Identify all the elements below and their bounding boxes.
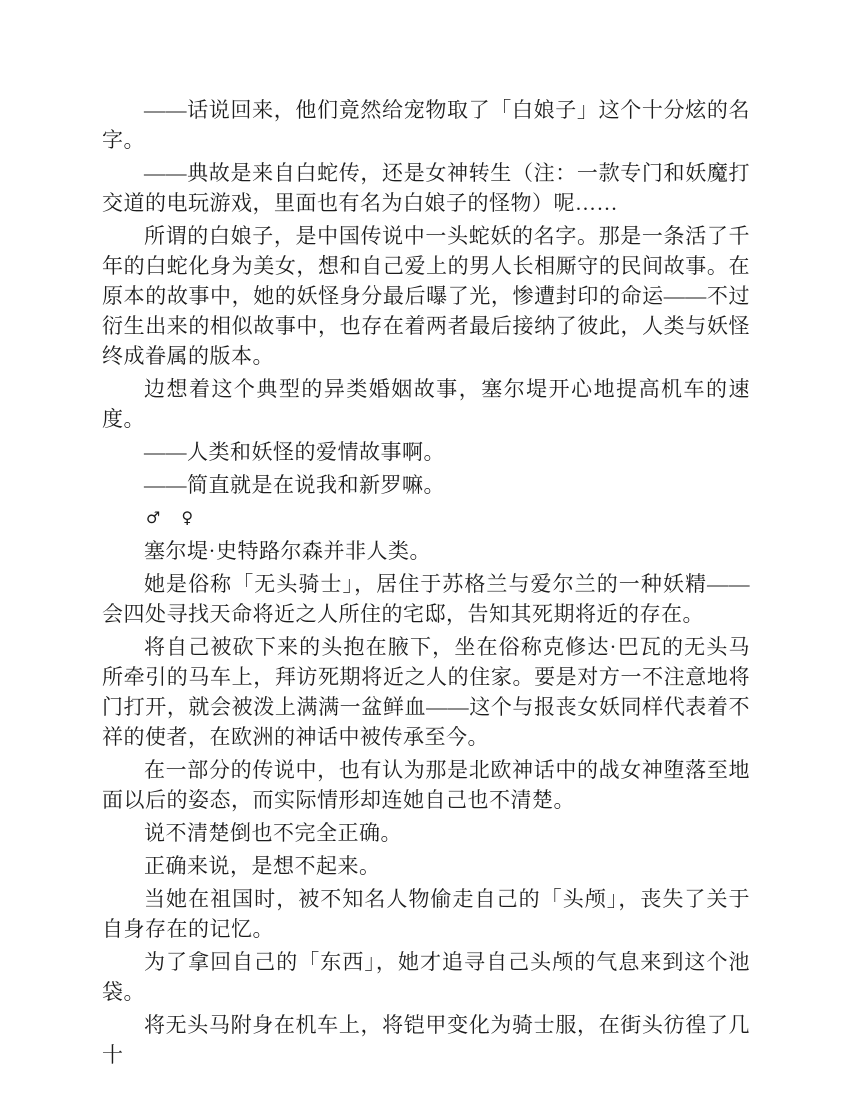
paragraph-14: 当她在祖国时，被不知名人物偷走自己的「头颅」，丧失了关于自身存在的记忆。 xyxy=(102,887,750,941)
paragraph-15: 为了拿回自己的「东西」，她才追寻自己头颅的气息来到这个池袋。 xyxy=(102,950,750,1004)
paragraph-12: 说不清楚倒也不完全正确。 xyxy=(144,821,402,845)
page-content xyxy=(102,95,750,1073)
paragraph-4: 边想着这个典型的异类婚姻故事，塞尔堤开心地提高机车的速度。 xyxy=(102,377,750,431)
paragraph-16: 将无头马附身在机车上，将铠甲变化为骑士服，在街头彷徨了几十 xyxy=(102,1013,750,1067)
paragraph-8: 塞尔堤·史特路尔森并非人类。 xyxy=(144,539,431,563)
paragraph-5: ——人类和妖怪的爱情故事啊。 xyxy=(144,440,445,464)
paragraph-10: 将自己被砍下来的头抱在腋下，坐在俗称克修达·巴瓦的无头马所牵引的马车上，拜访死期将近之人的住家。要是对方一不注意地将门打开，就会被泼上满满一盆鲜血——这个与报丧女妖同样代表着不祥的使者，在欧洲的神话中被传承至今。 xyxy=(102,635,750,749)
paragraph-3: 所谓的白娘子，是中国传说中一头蛇妖的名字。那是一条活了千年的白蛇化身为美女，想和自己爱上的男人长相厮守的民间故事。在原本的故事中，她的妖怪身分最后曝了光，惨遭封印的命运——不过衍生出来的相似故事中，也存在着两者最后接纳了彼此，人类与妖怪终成眷属的版本。 xyxy=(102,224,750,368)
paragraph-11: 在一部分的传说中，也有认为那是北欧神话中的战女神堕落至地面以后的姿态，而实际情形却连她自己也不清楚。 xyxy=(102,758,750,812)
gender-symbols-separator: ♂ ♀ xyxy=(146,508,202,527)
paragraph-13: 正确来说，是想不起来。 xyxy=(144,854,381,878)
paragraph-2: ——典故是来自白蛇传，还是女神转生（注：一款专门和妖魔打交道的电玩游戏，里面也有名为白娘子的怪物）呢…… xyxy=(102,161,750,215)
paragraph-1: ——话说回来，他们竟然给宠物取了「白娘子」这个十分炫的名字。 xyxy=(102,98,750,152)
paragraph-6: ——简直就是在说我和新罗嘛。 xyxy=(144,473,445,497)
paragraph-9: 她是俗称「无头骑士」，居住于苏格兰与爱尔兰的一种妖精——会四处寻找天命将近之人所住的宅邸，告知其死期将近的存在。 xyxy=(102,572,750,626)
